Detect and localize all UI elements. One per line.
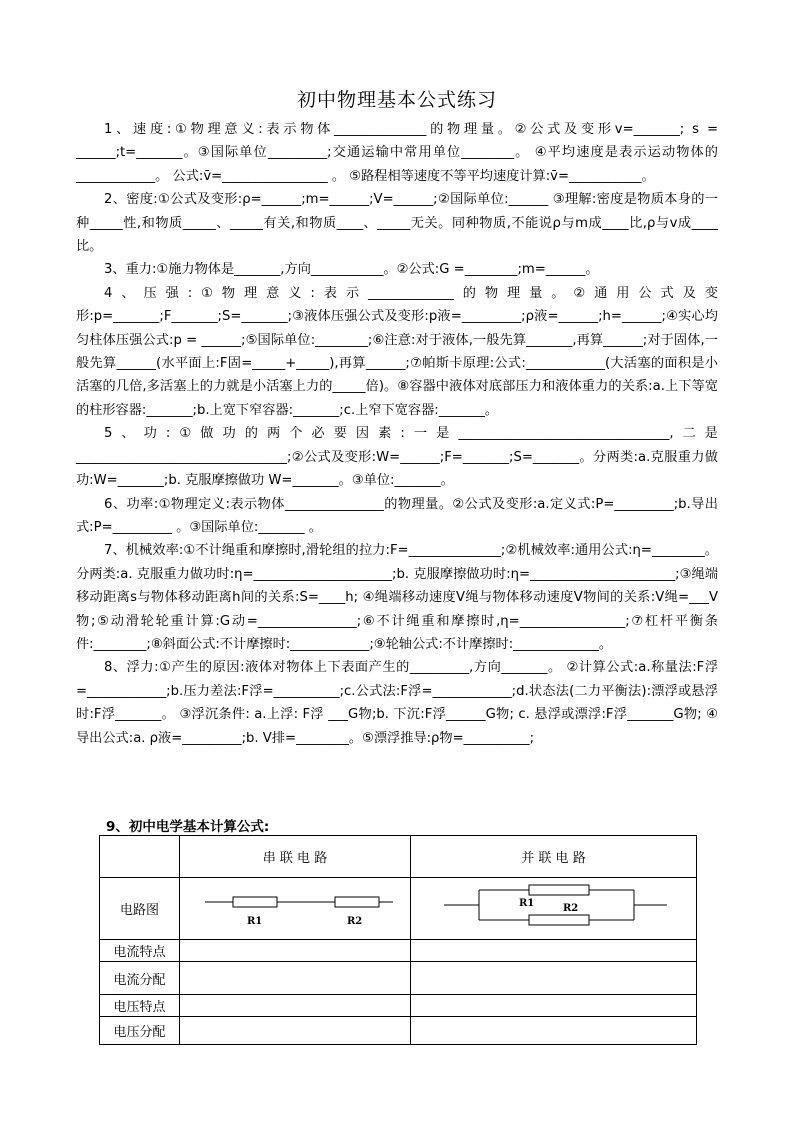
section-speed: 1、速度:①物理意义:表示物体______________的物理量。②公式及变形v=_______; s = ______;t=_______。③国际单位_________;交通运输中常用单位________。 ④平均速度是表示运动物体的____________。 公式:v̄=________________ 。 ⑤路程相等速度不等平均速度计算:v̄=___________。 (76, 122, 718, 184)
cell-series-current-feature[interactable] (180, 940, 411, 962)
section-work: 5、功:①做功的两个必要因素:一是________________________________,二是________________________________;②公式及变形:W=______;F=_______;S=_______。分两类:a.克服重力做功:W=_______;b. 克服摩擦做功 W=_______。③单位:_______。 (76, 426, 718, 489)
series-r1-label: R1 (247, 915, 263, 927)
row-label-current-feature: 电流特点 (100, 940, 180, 962)
table-header-parallel: 并 联 电 路 (411, 836, 697, 878)
cell-series-voltage-distribution[interactable] (180, 1017, 411, 1045)
parallel-circuit-diagram (439, 880, 669, 934)
series-diagram-cell (180, 878, 411, 940)
row-label-voltage-feature: 电压特点 (100, 995, 180, 1017)
parallel-r2-label: R2 (562, 902, 578, 914)
section-buoyancy: 8、浮力:①产生的原因:液体对物体上下表面产生的_________,方向_______。 ②计算公式:a.称量法:F浮=____________;b.压力差法:F浮=__________;c.公式法:F浮=____________;d.状态法(二力平衡法):漂浮或悬浮时:F浮_______。 ③浮沉条件: a.上浮: F浮 ___G物;b. 下沉:F浮______G物; c. 悬浮或漂浮:F浮_______G物; ④导出公式:a. ρ液=_________;b. V排=________。⑤漂浮推导:ρ物=__________; (76, 660, 718, 746)
section-density: 2、密度:①公式及变形:ρ=______;m=______;V=______;②国际单位:______ ③理解:密度是物质本身的一种_____性,和物质_____、_____有关,和物质____、_____无关。同种物质,不能说ρ与m成____比,ρ与v成____比。 (76, 192, 718, 255)
page-title: 初中物理基本公式练习 (296, 89, 497, 111)
section-gravity: 3、重力:①施力物体是_______,方向___________。②公式:G =________;m=______。 (104, 262, 599, 278)
table-header-blank (100, 836, 180, 878)
cell-series-voltage-feature[interactable] (180, 995, 411, 1017)
row-label-diagram: 电路图 (100, 878, 180, 940)
table-header-series: 串 联 电 路 (180, 836, 411, 878)
parallel-r1-label: R1 (518, 897, 534, 909)
cell-parallel-voltage-distribution[interactable] (411, 1017, 697, 1045)
series-circuit-diagram (195, 882, 395, 932)
row-label-voltage-distribution: 电压分配 (100, 1017, 180, 1045)
cell-parallel-current-feature[interactable] (411, 940, 697, 962)
cell-parallel-voltage-feature[interactable] (411, 995, 697, 1017)
section-power: 6、功率:①物理定义:表示物体_______________的物理量。②公式及变形:a.定义式:P=_________;b.导出式:P=_________ 。③国际单位:_______ 。 (76, 496, 718, 535)
series-r2-label: R2 (347, 915, 363, 927)
exercise-body (76, 118, 718, 750)
cell-parallel-current-distribution[interactable] (411, 962, 697, 995)
section-electric-title: 9、初中电学基本计算公式: (106, 819, 270, 835)
cell-series-current-distribution[interactable] (180, 962, 411, 995)
section-pressure: 4、压强:①物理意义:表示_____________的物理量。②通用公式及变形:p=_______;F_______;S=_______;③液体压强公式及变形:p液=_________;ρ液=______;h=______;④实心均匀柱体压强公式:p = ______;⑤国际单位:________;⑥注意:对于液体,一般先算_______,再算______;对于固体,一般先算______(水平面上:F固=_____+_____),再算______;⑦帕斯卡原理:公式:____________(大活塞的面积是小活塞的几倍,多活塞上的力就是小活塞上力的_____倍)。⑧容器中液体对底部压力和液体重力的关系:a.上下等宽的柱形容器:_______;b.上宽下窄容器:_______;c.上窄下宽容器:_______。 (76, 285, 718, 418)
row-label-current-distribution: 电流分配 (100, 962, 180, 995)
parallel-diagram-cell (411, 878, 697, 940)
section-efficiency: 7、机械效率:①不计绳重和摩擦时,滑轮组的拉力:F=______________;②机械效率:通用公式:η=________。分两类:a. 克服重力做功时:η=_____________________;b. 克服摩擦做功时:η=______________________;③绳端移动距离s与物体移动距离h间的关系:S=____h; ④绳端移动速度V绳与物体移动速度V物间的关系:V绳=___V物;⑤动滑轮轮重计算:G动=_______________;⑥不计绳重和摩擦时,η=________________;⑦杠杆平衡条件:________;⑧斜面公式:不计摩擦时:____________;⑨轮轴公式:不计摩擦时:_____________。 (76, 543, 718, 652)
circuit-table (99, 835, 697, 1045)
